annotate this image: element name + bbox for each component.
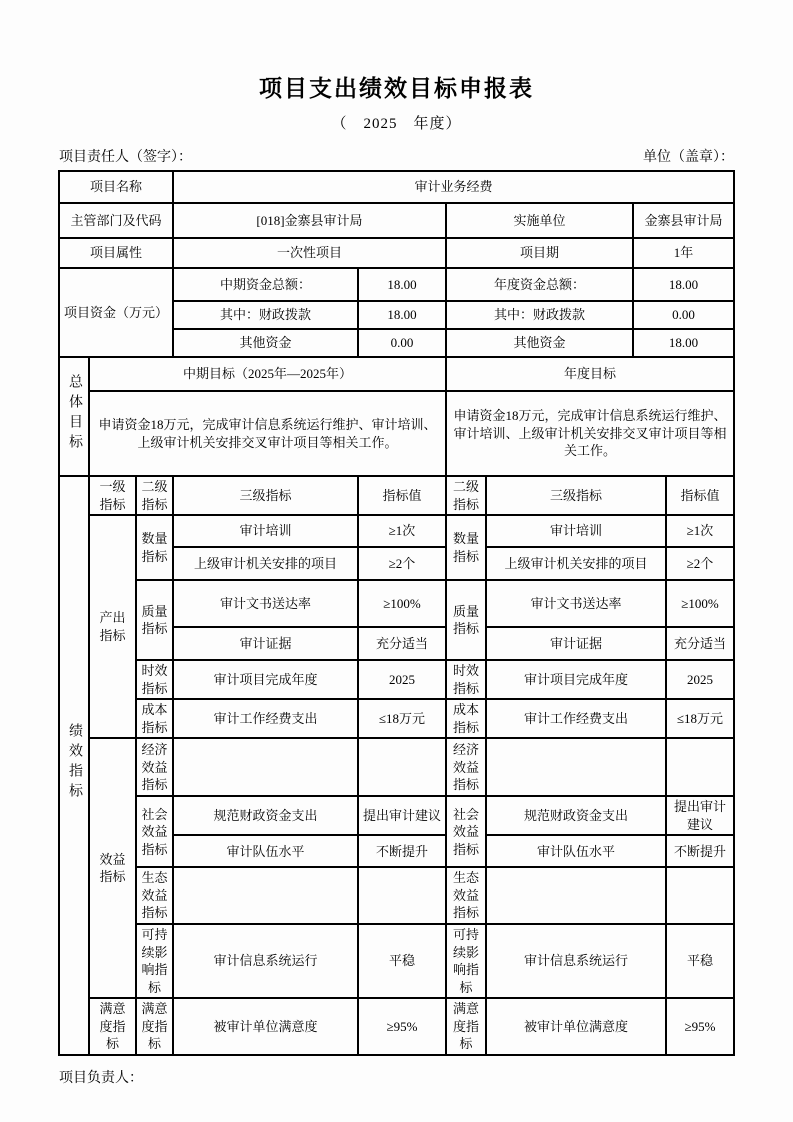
year-subtitle: （ 2025 年度） xyxy=(331,116,462,132)
value-cell: ≥95% xyxy=(358,998,446,1055)
value-cell: 充分适当 xyxy=(666,627,734,660)
header-level3-year: 三级指标 xyxy=(486,476,666,515)
l2-sustain-mid: 可持续影响指标 xyxy=(136,924,173,998)
year-goal-text: 申请资金18万元，完成审计信息系统运行维护、审计培训、上级审计机关安排交叉审计项目等相关工作。 xyxy=(446,391,734,476)
l2-sustain-year: 可持续影响指标 xyxy=(446,924,486,998)
header-level3-mid: 三级指标 xyxy=(173,476,358,515)
value-cell: 充分适当 xyxy=(358,627,446,660)
l2-eco-mid: 生态效益指标 xyxy=(136,867,173,924)
l3-cell: 审计队伍水平 xyxy=(486,835,666,867)
header-value-year: 指标值 xyxy=(666,476,734,515)
l2-quality-mid: 质量指标 xyxy=(136,580,173,660)
funds-year-other-value: 18.00 xyxy=(633,329,734,357)
value-cell: 提出审计建议 xyxy=(358,796,446,835)
perf-section-label xyxy=(59,476,89,1055)
l3-cell-empty xyxy=(486,867,666,924)
l3-cell: 审计证据 xyxy=(486,627,666,660)
l2-quantity-mid: 数量指标 xyxy=(136,515,173,580)
l3-cell: 审计项目完成年度 xyxy=(486,660,666,699)
overall-goal-section-label xyxy=(59,357,89,476)
signature-row xyxy=(59,146,734,166)
funds-year-fiscal-value: 0.00 xyxy=(633,301,734,329)
l2-quality-year: 质量指标 xyxy=(446,580,486,660)
l3-cell: 审计培训 xyxy=(486,515,666,547)
l2-satisfaction-year: 满意度指标 xyxy=(446,998,486,1055)
l3-cell: 审计项目完成年度 xyxy=(173,660,358,699)
dept-label: 主管部门及代码 xyxy=(59,203,173,238)
l2-satisfaction-mid: 满意度指标 xyxy=(136,998,173,1055)
l3-cell: 审计文书送达率 xyxy=(173,580,358,627)
value-cell: ≥1次 xyxy=(358,515,446,547)
responsible-person-label: 项目责任人（签字）： xyxy=(59,150,192,165)
funds-mid-total-label: 中期资金总额： xyxy=(173,268,358,301)
l2-cost-mid: 成本指标 xyxy=(136,699,173,738)
declaration-table xyxy=(58,170,735,1056)
l3-cell: 被审计单位满意度 xyxy=(486,998,666,1055)
page-title: 项目支出绩效目标申报表 xyxy=(259,76,534,101)
project-name-label: 项目名称 xyxy=(59,171,173,203)
funds-year-total-value: 18.00 xyxy=(633,268,734,301)
l3-cell: 审计队伍水平 xyxy=(173,835,358,867)
funds-mid-fiscal-value: 18.00 xyxy=(358,301,446,329)
l3-cell: 审计工作经费支出 xyxy=(486,699,666,738)
l1-satisfaction-cell: 满意度指标 xyxy=(89,998,136,1055)
impl-unit-value: 金寨县审计局 xyxy=(633,203,734,238)
attr-value: 一次性项目 xyxy=(173,238,446,268)
attr-label: 项目属性 xyxy=(59,238,173,268)
l3-cell: 被审计单位满意度 xyxy=(173,998,358,1055)
value-cell: ≥100% xyxy=(358,580,446,627)
funds-label: 项目资金（万元） xyxy=(59,268,173,357)
header-level2-mid: 二级指标 xyxy=(136,476,173,515)
period-value: 1年 xyxy=(633,238,734,268)
funds-year-other-label: 其他资金 xyxy=(446,329,633,357)
value-cell: ≥2个 xyxy=(358,547,446,580)
value-cell-empty xyxy=(358,738,446,796)
value-cell: 平稳 xyxy=(358,924,446,998)
value-cell: ≥95% xyxy=(666,998,734,1055)
l2-economic-year: 经济效益指标 xyxy=(446,738,486,796)
l1-benefit-cell: 效益指标 xyxy=(89,738,136,998)
project-manager-label: 项目负责人： xyxy=(59,1070,143,1086)
value-cell: 平稳 xyxy=(666,924,734,998)
value-cell: 2025 xyxy=(666,660,734,699)
l3-cell: 审计信息系统运行 xyxy=(173,924,358,998)
l3-cell: 审计培训 xyxy=(173,515,358,547)
l3-cell: 上级审计机关安排的项目 xyxy=(486,547,666,580)
value-cell: 2025 xyxy=(358,660,446,699)
l2-social-mid: 社会效益指标 xyxy=(136,796,173,867)
header-value-mid: 指标值 xyxy=(358,476,446,515)
l3-cell: 审计文书送达率 xyxy=(486,580,666,627)
value-cell-empty xyxy=(358,867,446,924)
period-label: 项目期 xyxy=(446,238,633,268)
mid-goal-header: 中期目标（2025年—2025年） xyxy=(89,357,446,391)
value-cell-empty xyxy=(666,867,734,924)
value-cell: ≥100% xyxy=(666,580,734,627)
overall-goal-vertical-text: 总体目标 xyxy=(66,374,82,455)
l2-quantity-year: 数量指标 xyxy=(446,515,486,580)
value-cell-empty xyxy=(666,738,734,796)
value-cell: ≥1次 xyxy=(666,515,734,547)
l2-cost-year: 成本指标 xyxy=(446,699,486,738)
l3-cell: 审计证据 xyxy=(173,627,358,660)
mid-goal-text: 申请资金18万元，完成审计信息系统运行维护、审计培训、上级审计机关安排交叉审计项目等相关工作。 xyxy=(89,391,446,476)
funds-year-fiscal-label: 其中：财政拨款 xyxy=(446,301,633,329)
l3-cell: 上级审计机关安排的项目 xyxy=(173,547,358,580)
funds-mid-fiscal-label: 其中：财政拨款 xyxy=(173,301,358,329)
funds-year-total-label: 年度资金总额： xyxy=(446,268,633,301)
l3-cell-empty xyxy=(173,738,358,796)
value-cell: 不断提升 xyxy=(358,835,446,867)
l2-eco-year: 生态效益指标 xyxy=(446,867,486,924)
l3-cell: 规范财政资金支出 xyxy=(486,796,666,835)
l2-economic-mid: 经济效益指标 xyxy=(136,738,173,796)
value-cell: ≥2个 xyxy=(666,547,734,580)
impl-unit-label: 实施单位 xyxy=(446,203,633,238)
l3-cell-empty xyxy=(486,738,666,796)
funds-mid-other-value: 0.00 xyxy=(358,329,446,357)
value-cell: 不断提升 xyxy=(666,835,734,867)
unit-seal-label: 单位（盖章）： xyxy=(643,150,734,165)
l3-cell: 审计工作经费支出 xyxy=(173,699,358,738)
project-name-value: 审计业务经费 xyxy=(173,171,734,203)
l3-cell-empty xyxy=(173,867,358,924)
value-cell: ≤18万元 xyxy=(358,699,446,738)
funds-mid-total-value: 18.00 xyxy=(358,268,446,301)
l2-social-year: 社会效益指标 xyxy=(446,796,486,867)
year-goal-header: 年度目标 xyxy=(446,357,734,391)
header-level1: 一级指标 xyxy=(89,476,136,515)
header-level2-year: 二级指标 xyxy=(446,476,486,515)
l1-output-cell: 产出指标 xyxy=(89,515,136,738)
l2-time-year: 时效指标 xyxy=(446,660,486,699)
l3-cell: 审计信息系统运行 xyxy=(486,924,666,998)
l3-cell: 规范财政资金支出 xyxy=(173,796,358,835)
value-cell: ≤18万元 xyxy=(666,699,734,738)
perf-vertical-text: 绩效指标 xyxy=(66,723,82,804)
value-cell: 提出审计建议 xyxy=(666,796,734,835)
l2-time-mid: 时效指标 xyxy=(136,660,173,699)
funds-mid-other-label: 其他资金 xyxy=(173,329,358,357)
dept-value: [018]金寨县审计局 xyxy=(173,203,446,238)
